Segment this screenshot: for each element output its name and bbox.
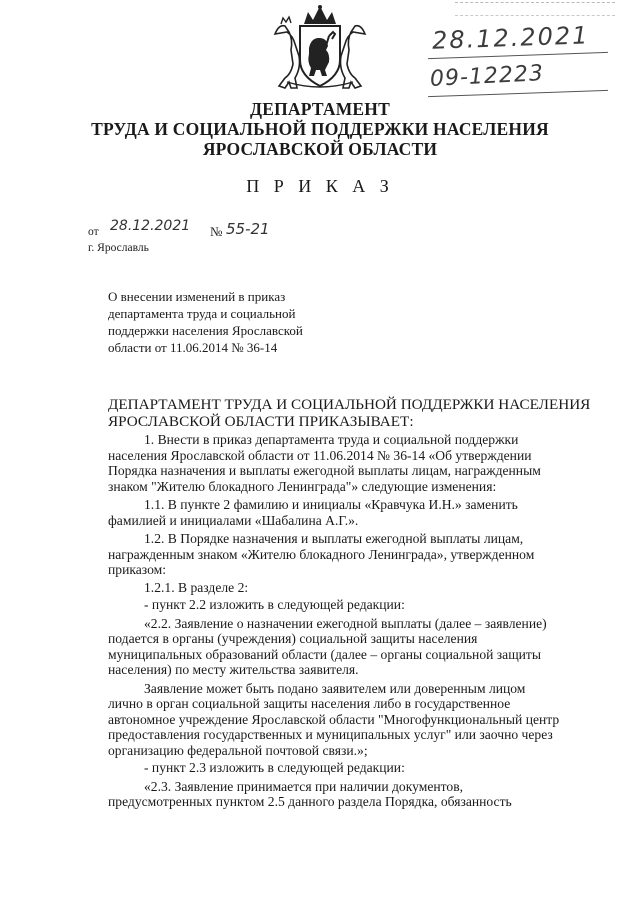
order-preamble: [108, 396, 608, 430]
dept-line: ДЕПАРТАМЕНТ: [250, 99, 390, 119]
order-body: [108, 396, 608, 810]
text-line: Заявление может быть подано заявителем или доверенным лицом: [144, 680, 526, 696]
text-line: 1.1. В пункте 2 фамилию и инициалы «Кравчука И.Н.» заменить: [144, 497, 518, 512]
order-title: П Р И К А З: [246, 176, 394, 196]
text-line: муниципальных образований области (далее – органы социальной защиты: [108, 646, 542, 662]
item-2-2-intro: - пункт 2.2 изложить в следующей редакции:: [144, 597, 405, 612]
preamble-text: ДЕПАРТАМЕНТ ТРУДА И СОЦИАЛЬНОЙ ПОДДЕРЖКИ НАСЕЛЕНИЯ: [108, 396, 591, 413]
coat-of-arms-icon: [271, 4, 369, 90]
text-line: знаком "Жителю блокадного Ленинграда"» следующие изменения:: [108, 478, 497, 494]
preamble-line: ЯРОСЛАВСКОЙ ОБЛАСТИ ПРИКАЗЫВАЕТ:: [108, 413, 414, 430]
preamble-line: [108, 396, 608, 413]
stamp-trace: [455, 2, 615, 16]
text-line: Порядка назначения и выплаты ежегодной выплаты лицам, награжденным: [108, 463, 541, 478]
text-line: фамилией и инициалами «Шабалина А.Г.».: [108, 512, 359, 528]
paragraph-1-2-1: 1.2.1. В разделе 2:: [144, 579, 249, 595]
city: г. Ярославль: [88, 242, 149, 254]
number-label: №: [210, 224, 223, 239]
subject-line: департамента труда и социальной: [108, 306, 296, 321]
subject-line: поддержки населения Ярославской: [108, 323, 303, 338]
text-line: подается в органы (учреждения) социальной защиты населения: [108, 631, 478, 646]
from-label: от: [88, 226, 99, 238]
paragraph-1-2: [108, 531, 608, 578]
text-line: предоставления государственных и муниципальных услуг" или заочно через: [108, 727, 553, 742]
text-line: «2.2. Заявление о назначении ежегодной выплаты (далее – заявление): [144, 615, 547, 631]
subject-line: О внесении изменений в приказ: [108, 289, 286, 304]
text-line: населения Ярославской области от 11.06.2014 № 36-14 «Об утверждении: [108, 447, 532, 463]
subject-line: области от 11.06.2014 № 36-14: [108, 340, 278, 355]
registration-number: 09-12223: [429, 61, 545, 92]
stamp-underline: [428, 90, 608, 97]
item-2-3-intro: - пункт 2.3 изложить в следующей редакции:: [144, 760, 405, 775]
paragraph-1-1: [108, 497, 608, 528]
text-line: «2.3. Заявление принимается при наличии документов,: [144, 778, 464, 794]
clause-2-2-part-2: [108, 681, 608, 759]
handwritten-date: 28.12.2021: [110, 218, 191, 234]
registration-date: 28.12.2021: [431, 21, 590, 55]
paragraph-1: [108, 432, 608, 494]
order-subject: [108, 288, 368, 356]
department-heading: [0, 99, 640, 159]
text-line: автономное учреждение Ярославской области "Многофункциональный центр: [108, 711, 560, 727]
text-line: предусмотренных пунктом 2.5 данного раздела Порядка, обязанность: [108, 794, 512, 809]
text-line: награжденным знаком «Жителю блокадного Ленинграда», утвержденном: [108, 546, 535, 562]
text-line: приказом:: [108, 562, 166, 577]
dept-line: ЯРОСЛАВСКОЙ ОБЛАСТИ: [202, 139, 438, 159]
text-line: лично в орган социальной защиты населения либо в государственное: [108, 696, 511, 711]
text-line: населения) по месту жительства заявителя.: [108, 662, 359, 677]
handwritten-number: 55-21: [226, 220, 270, 238]
clause-2-2: [108, 616, 608, 678]
dept-line: ТРУДА И СОЦИАЛЬНОЙ ПОДДЕРЖКИ НАСЕЛЕНИЯ: [91, 119, 549, 139]
clause-2-3: [108, 779, 608, 810]
text-line: организацию федеральной почтовой связи.»;: [108, 742, 368, 758]
text-line: 1. Внести в приказ департамента труда и социальной поддержки: [144, 432, 519, 447]
text-line: 1.2. В Порядке назначения и выплаты ежегодной выплаты лицам,: [144, 531, 524, 546]
